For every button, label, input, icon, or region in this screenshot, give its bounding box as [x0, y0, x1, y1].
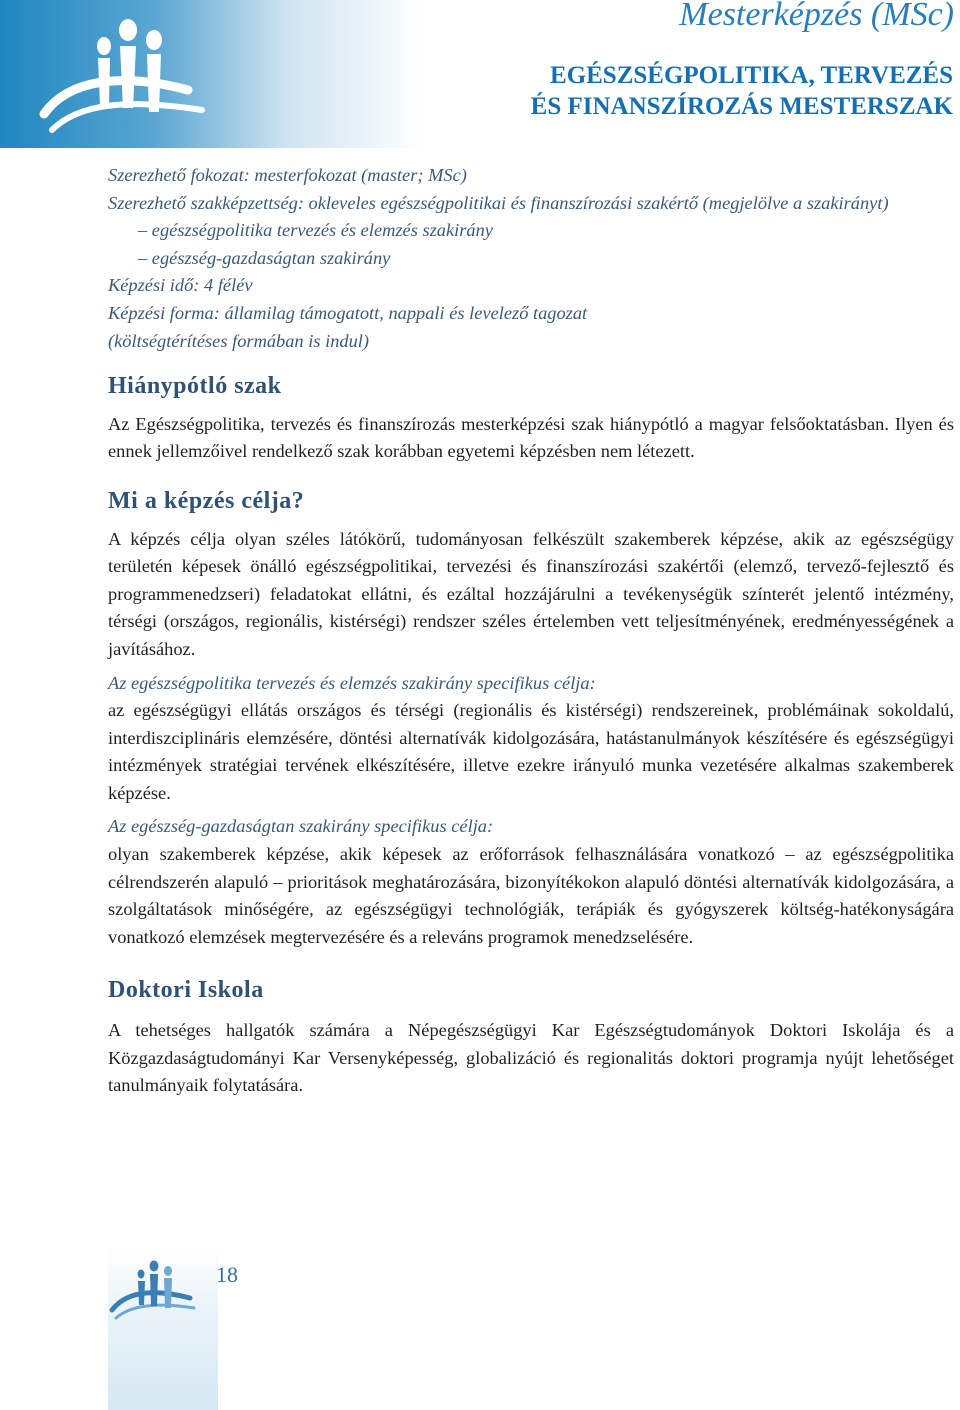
page-number: 18 — [216, 1262, 238, 1287]
page-content — [108, 162, 954, 1100]
degree-line: Szerezhető fokozat: mesterfokozat (master; MSc) — [108, 165, 467, 185]
gap-heading: Hiánypótló szak — [108, 373, 282, 400]
program-title-line-1: EGÉSZSÉGPOLITIKA, TERVEZÉS — [550, 62, 953, 89]
program-meta — [108, 162, 954, 355]
duration-line: Képzési idő: 4 félév — [108, 275, 253, 296]
track1-goal-text: az egészségügyi ellátás országos és térségi (regionális és kistérségi) rendszereinek, problémáinak sokoldalú, interdiszciplináris elemzésére, döntési alternatívák kidolgozására, hatástanulmányok készítésére és egészségügyi intézmények stratégiai tervének elkészítésére, illetve ezekre irányuló munka vezetésére alkalmas szakemberek képzése. — [108, 700, 954, 803]
series-title: Mesterképzés (MSc) — [679, 0, 954, 33]
program-title — [531, 60, 953, 122]
goal-text: A képzés célja olyan széles látókörű, tudományosan felkészült szakemberek képzése, akik az egészségügy területén képesek önálló egészségpolitikai, tervezési és finanszírozási szakértői (elemző, tervező-fejlesztő és programmenedzseri) feladatokat ellátni, és ezáltal hozzájárulni a tevékenységük színterét jelentő intézmény, térségi (országos, regionális, kistérségi) rendszer széles értelemben vett teljesítményének, eredményességének a javításához. — [108, 528, 954, 659]
track-item-2: – egészség-gazdaságtan szakirány — [138, 247, 391, 268]
university-logo-icon — [38, 6, 218, 142]
footer-logo-icon — [108, 1254, 200, 1324]
doctoral-heading: Doktori Iskola — [108, 977, 264, 1004]
track-item-1: – egészségpolitika tervezés és elemzés szakirány — [138, 220, 493, 241]
form-line-1: Képzési forma: államilag támogatott, nappali és levelező tagozat — [108, 302, 588, 323]
doctoral-text: A tehetséges hallgatók számára a Népegészségügyi Kar Egészségtudományok Doktori Iskolája és a Közgazdaságtudományi Kar Versenyképesség, globalizáció és regionalitás doktori programja nyújt lehetőséget tanulmányaik folytatására. — [108, 1020, 954, 1096]
track2-goal-text: olyan szakemberek képzése, akik képesek az erőforrások felhasználására vonatkozó – az egészségpolitika célrendszerén alapuló – prioritások meghatározására, bizonyítékokon alapuló döntési alternatívák kidolgozására, a szolgáltatások minőségére, az egészségügyi technológiák, terápiák és gyógyszerek költség-hatékonyságára vonatkozó elemzések megtervezésére és a releváns programok menedzselésére. — [108, 844, 954, 947]
track2-goal-heading: Az egészség-gazdaságtan szakirány specifikus célja: — [108, 816, 494, 837]
goal-heading: Mi a képzés célja? — [108, 487, 305, 514]
program-title-line-2: ÉS FINANSZÍROZÁS MESTERSZAK — [530, 93, 953, 120]
form-line-2: (költségtérítéses formában is indul) — [108, 330, 370, 351]
qualification-line: Szerezhető szakképzettség: okleveles egészségpolitikai és finanszírozási szakértő (megjelölve a szakirányt) — [108, 192, 889, 213]
track1-goal-heading: Az egészségpolitika tervezés és elemzés szakirány specifikus célja: — [108, 672, 596, 693]
gap-text: Az Egészségpolitika, tervezés és finanszírozás mesterképzési szak hiánypótló a magyar felsőoktatásban. Ilyen és ennek jellemzőivel rendelkező szak korábban egyetemi képzésben nem létezett. — [108, 413, 954, 462]
